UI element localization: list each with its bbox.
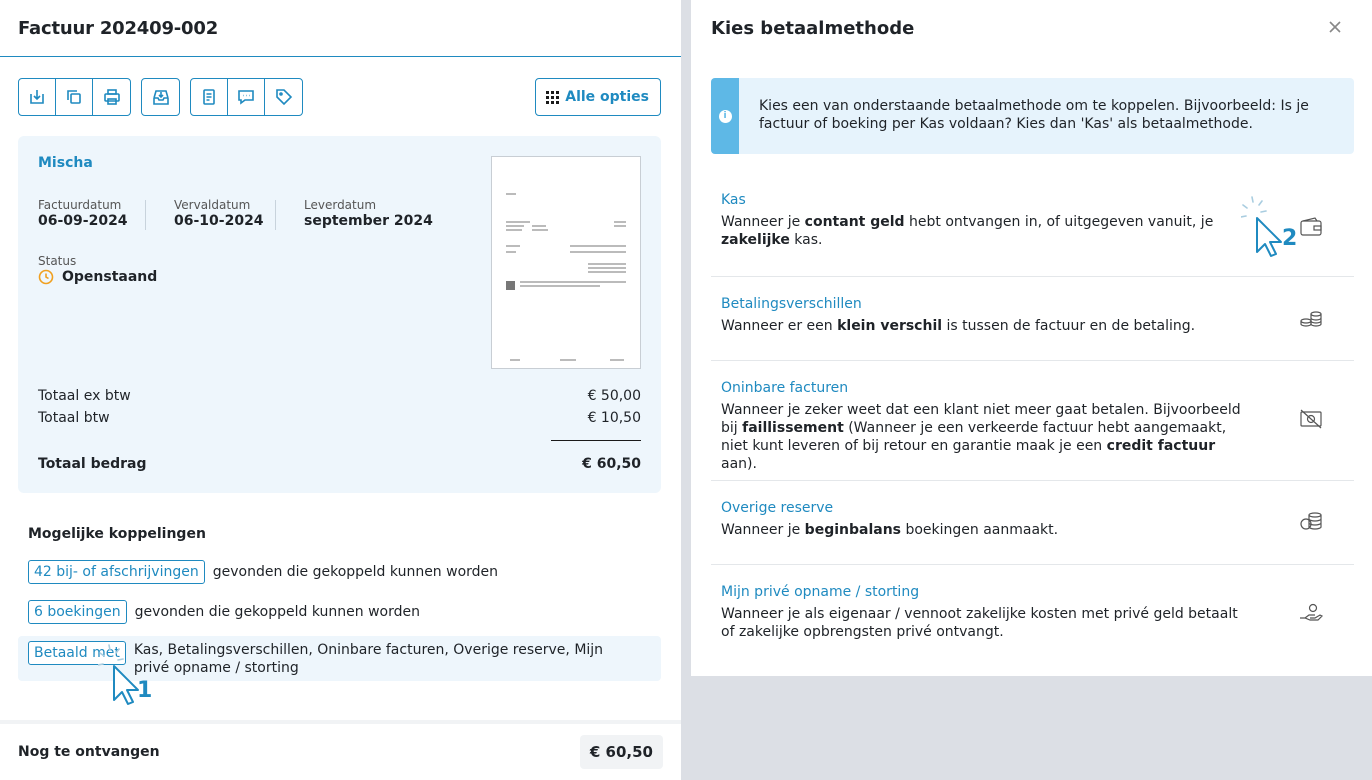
method-title: Betalingsverschillen [721,296,862,312]
method-description: Wanneer je contant geld hebt ontvangen in, of uitgegeven vanuit, je zakelijke kas. [721,214,1214,248]
method-title: Oninbare facturen [721,380,849,396]
all-options-label: Alle opties [565,89,649,105]
total-vat-value: € 10,50 [587,410,641,426]
possible-links-title: Mogelijke koppelingen [28,526,206,542]
total-label: Totaal bedrag [38,456,147,472]
total-ex-vat-label: Totaal ex btw [38,388,131,404]
paid-with-chip[interactable]: Betaald met [28,641,126,665]
total-vat-label: Totaal btw [38,410,110,426]
divider [275,200,276,230]
status-label: Status [38,254,77,268]
method-title: Kas [721,192,746,208]
method-description: Wanneer je beginbalans boekingen aanmaakt. [721,522,1059,538]
info-banner [711,78,1354,154]
footer-bar [0,720,681,780]
comment-button[interactable] [228,79,265,115]
payment-method-panel [691,0,1372,676]
delivery-date-value: september 2024 [304,213,433,229]
method-title: Mijn privé opname / storting [721,584,920,600]
remaining-amount: € 60,50 [580,735,663,769]
delivery-date [304,198,433,229]
link-row-text: Kas, Betalingsverschillen, Oninbare facturen, Overige reserve, Mijn privé opname / storting [133,642,604,676]
due-date-label: Vervaldatum [174,198,251,212]
status-value: Openstaand [62,269,158,285]
info-icon: i [719,110,732,123]
due-date-value: 06-10-2024 [174,213,264,229]
download-icon [28,88,46,106]
divider [145,200,146,230]
link-row-text: gevonden die gekoppeld kunnen worden [212,564,499,580]
panel-header [691,0,1372,57]
method-oninbare-facturen[interactable] [711,380,1354,481]
print-button[interactable] [93,79,130,115]
total-value: € 60,50 [582,456,641,472]
toolbar-group-2 [141,78,180,116]
document-icon [200,88,218,106]
method-prive-opname-storting[interactable] [711,584,1354,654]
delivery-date-label: Leverdatum [304,198,377,212]
inbox-button[interactable] [142,79,179,115]
invoice-summary-card [18,136,661,493]
tag-button[interactable] [265,79,302,115]
transactions-chip[interactable]: 42 bij- of afschrijvingen [28,560,205,584]
tag-icon [275,88,293,106]
chat-icon [237,88,255,106]
customer-name-link[interactable]: Mischa [38,155,93,171]
toolbar-group-3 [190,78,303,116]
total-vat-row [38,410,641,426]
panel-title: Kies betaalmethode [711,18,915,39]
due-date [174,198,264,229]
no-money-icon [1298,408,1324,430]
invoice-preview-thumbnail[interactable] [491,156,641,369]
close-icon[interactable] [1326,18,1344,36]
wallet-icon [1298,216,1324,238]
invoice-date-value: 06-09-2024 [38,213,128,229]
method-description: Wanneer er een klein verschil is tussen de factuur en de betaling. [721,318,1196,334]
click-cursor-icon [1241,196,1287,258]
download-button[interactable] [19,79,56,115]
method-betalingsverschillen[interactable] [711,296,1354,361]
toolbar-group-1 [18,78,131,116]
remaining-label: Nog te ontvangen [18,744,160,760]
method-title: Overige reserve [721,500,834,516]
status-block [38,254,157,285]
step-number: 1 [137,678,153,703]
invoice-toolbar [18,78,303,116]
copy-button[interactable] [56,79,93,115]
hand-coin-icon [1298,602,1324,624]
link-row-transactions [28,560,498,584]
grid-icon [546,91,559,104]
copy-icon [65,88,83,106]
all-options-button[interactable] [535,78,661,116]
clock-icon [38,269,54,285]
link-row-bookings [28,600,420,624]
invoice-panel [0,0,681,780]
total-ex-vat-value: € 50,00 [587,388,641,404]
total-row [38,456,641,472]
method-overige-reserve[interactable] [711,500,1354,565]
info-text: Kies een van onderstaande betaalmethode om te koppelen. Bijvoorbeeld: Is je factuur of boeking per Kas voldaan? Kies dan 'Kas' als betaalmethode. [759,98,1309,132]
info-strip [711,78,739,154]
step-number: 2 [1282,226,1298,251]
total-ex-vat-row [38,388,641,404]
invoice-date [38,198,128,229]
total-divider [551,440,641,441]
page-title: Factuur 202409-002 [18,18,219,39]
link-row-text: gevonden die gekoppeld kunnen worden [134,604,420,620]
status-badge [38,269,157,285]
method-description: Wanneer je zeker weet dat een klant niet meer gaat betalen. Bijvoorbeeld bij faillissement (Wanneer je een verkeerde factuur hebt aangemaakt, niet kunt leveren of bij retour en garantie maak je een credit factuur aan). [721,402,1241,472]
printer-icon [103,88,121,106]
document-button[interactable] [191,79,228,115]
method-description: Wanneer je als eigenaar / vennoot zakelijke kosten met privé geld betaalt of zakelijke opbrengsten privé ontvangt. [721,606,1238,640]
inbox-download-icon [152,88,170,106]
invoice-date-label: Factuurdatum [38,198,122,212]
coin-stack-icon [1298,510,1324,532]
invoice-header [0,0,681,57]
bookings-chip[interactable]: 6 boekingen [28,600,127,624]
coins-icon [1298,308,1324,330]
